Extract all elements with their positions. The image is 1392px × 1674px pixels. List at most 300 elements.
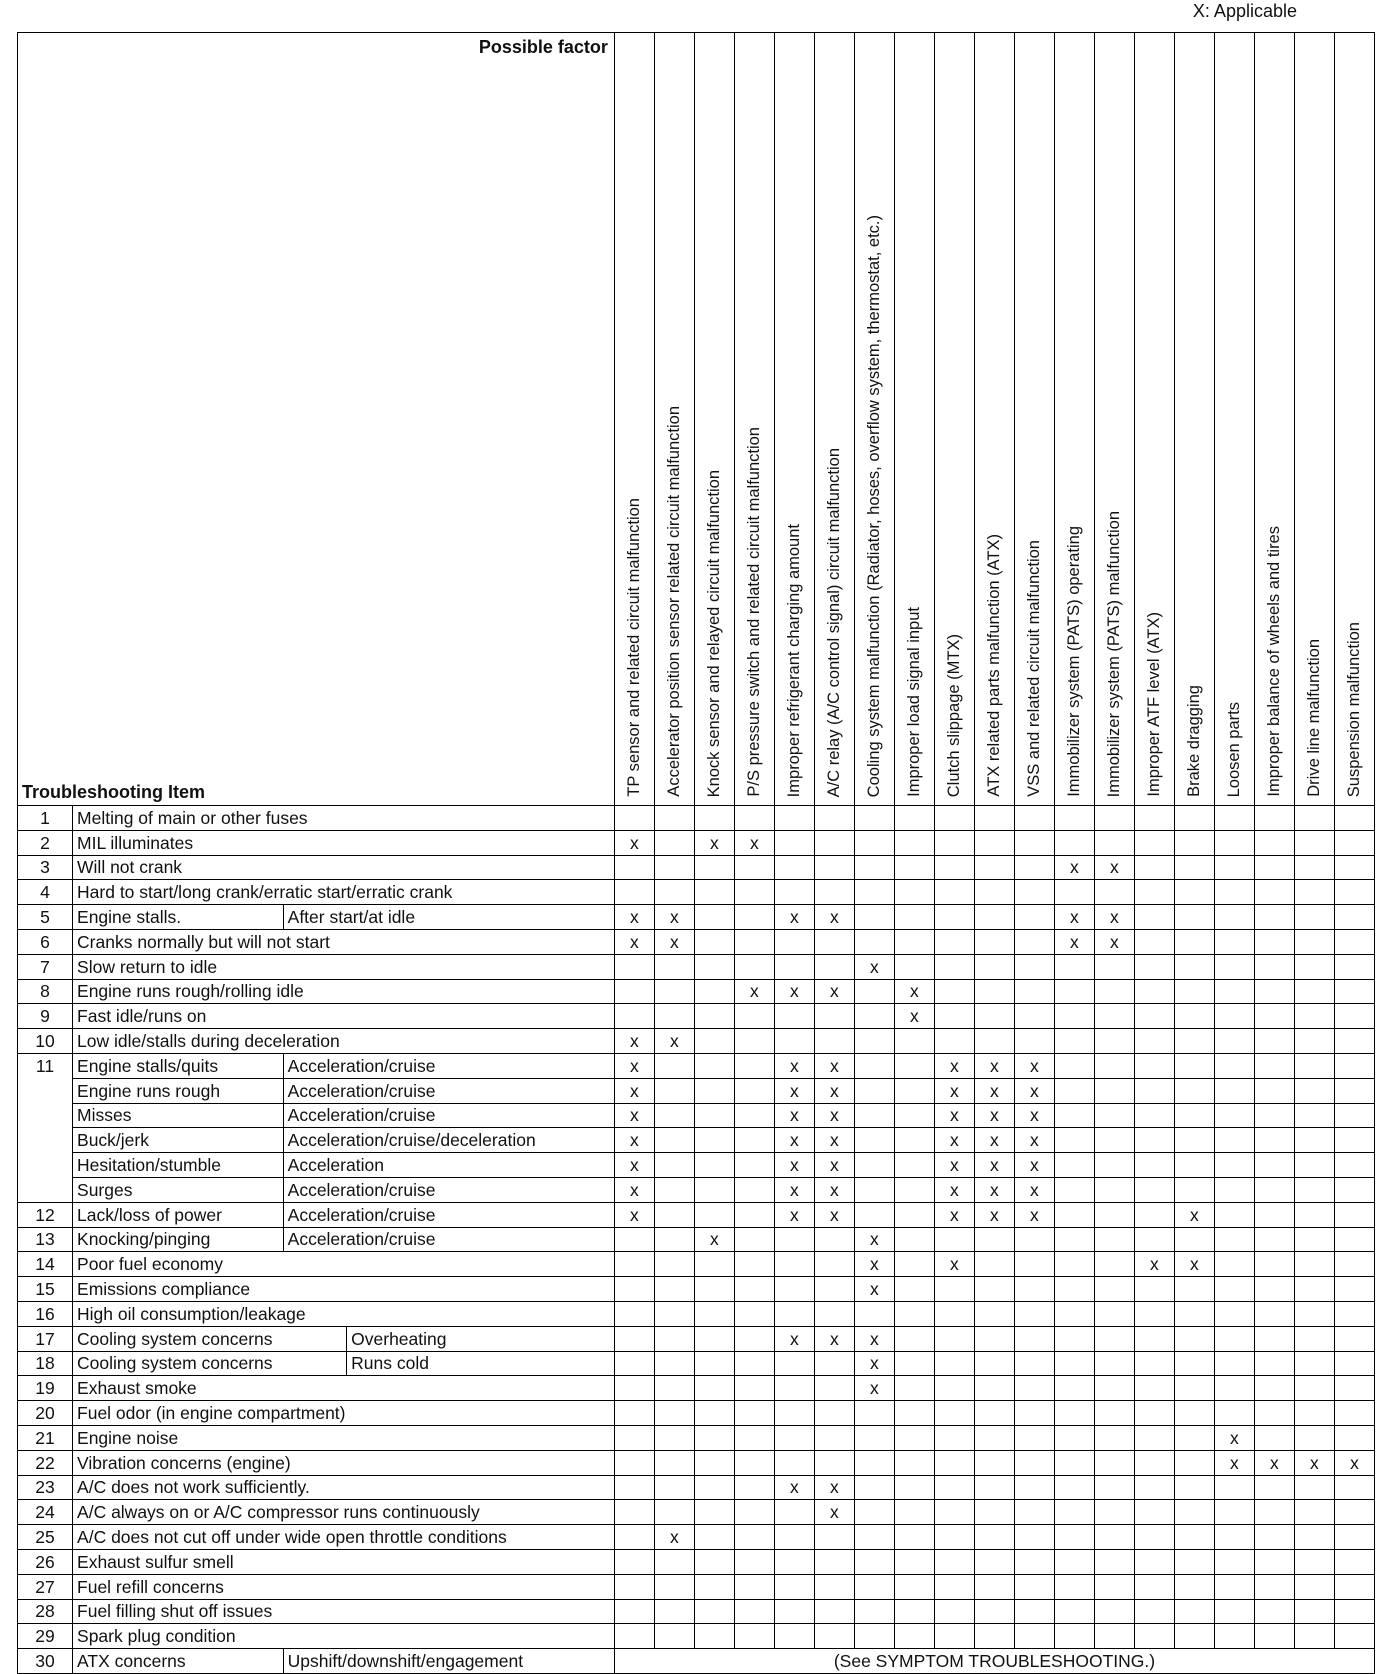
table-row: [18, 1277, 1375, 1302]
matrix-cell: [854, 929, 894, 954]
matrix-cell: [734, 1475, 774, 1500]
troubleshooting-matrix: [17, 32, 1375, 1674]
factor-header-1: [614, 33, 654, 806]
row-number: 27: [18, 1574, 73, 1599]
matrix-cell: [614, 1301, 654, 1326]
matrix-cell: [894, 1252, 934, 1277]
applicable-mark: x: [1014, 1128, 1054, 1153]
matrix-cell: [734, 880, 774, 905]
applicable-mark: x: [614, 1103, 654, 1128]
matrix-cell: [894, 1450, 934, 1475]
factor-header-2: [654, 33, 694, 806]
factor-header-12: [1054, 33, 1094, 806]
matrix-cell: [1054, 1128, 1094, 1153]
matrix-cell: [1174, 1277, 1214, 1302]
troubleshooting-item: Fuel odor (in engine compartment): [73, 1401, 615, 1426]
matrix-cell: [814, 1549, 854, 1574]
matrix-cell: [1294, 1004, 1334, 1029]
matrix-cell: [1334, 905, 1374, 930]
matrix-cell: [614, 806, 654, 831]
matrix-cell: [1054, 1227, 1094, 1252]
row-number: 22: [18, 1450, 73, 1475]
matrix-cell: [1174, 1301, 1214, 1326]
matrix-cell: [694, 1277, 734, 1302]
row-number: 24: [18, 1500, 73, 1525]
applicable-mark: x: [614, 830, 654, 855]
applicable-mark: x: [774, 1202, 814, 1227]
matrix-cell: [1134, 1277, 1174, 1302]
matrix-cell: [1054, 1549, 1094, 1574]
applicable-mark: x: [1214, 1425, 1254, 1450]
matrix-cell: [1094, 1301, 1134, 1326]
matrix-cell: [1174, 1574, 1214, 1599]
matrix-cell: [814, 1277, 854, 1302]
matrix-cell: [854, 1029, 894, 1054]
factor-label: Improper ATF level (ATX): [1144, 612, 1163, 797]
table-row: [18, 1326, 1375, 1351]
matrix-cell: [1214, 1376, 1254, 1401]
condition: Acceleration/cruise: [283, 1227, 614, 1252]
matrix-cell: [1134, 1128, 1174, 1153]
factor-header-9: [934, 33, 974, 806]
row-number: [18, 1153, 73, 1178]
matrix-cell: [614, 1004, 654, 1029]
row-number: [18, 1128, 73, 1153]
matrix-cell: [974, 1500, 1014, 1525]
applicable-mark: x: [614, 1029, 654, 1054]
matrix-cell: [1094, 979, 1134, 1004]
matrix-cell: [694, 1029, 734, 1054]
condition: Acceleration/cruise: [283, 1177, 614, 1202]
applicable-mark: x: [854, 1376, 894, 1401]
troubleshooting-item: A/C does not cut off under wide open throttle conditions: [73, 1525, 615, 1550]
table-row: [18, 954, 1375, 979]
matrix-cell: [1134, 855, 1174, 880]
applicable-mark: x: [654, 905, 694, 930]
matrix-cell: [614, 880, 654, 905]
row-number: 26: [18, 1549, 73, 1574]
matrix-cell: [1214, 1326, 1254, 1351]
applicable-mark: x: [1094, 929, 1134, 954]
matrix-cell: [1334, 1227, 1374, 1252]
matrix-cell: [1054, 1078, 1094, 1103]
matrix-cell: [654, 1078, 694, 1103]
matrix-cell: [1214, 1004, 1254, 1029]
matrix-cell: [854, 1078, 894, 1103]
table-row: [18, 1525, 1375, 1550]
matrix-cell: [1294, 1574, 1334, 1599]
table-row: [18, 929, 1375, 954]
matrix-cell: [774, 954, 814, 979]
matrix-cell: [974, 1326, 1014, 1351]
row-number: 30: [18, 1649, 73, 1674]
matrix-cell: [1334, 1301, 1374, 1326]
matrix-cell: [854, 1624, 894, 1649]
matrix-cell: [854, 830, 894, 855]
matrix-cell: [654, 1227, 694, 1252]
row-number: 7: [18, 954, 73, 979]
matrix-cell: [1054, 806, 1094, 831]
condition: Upshift/downshift/engagement: [283, 1649, 614, 1674]
matrix-cell: [1294, 1599, 1334, 1624]
matrix-cell: [854, 1177, 894, 1202]
row-number: 3: [18, 855, 73, 880]
table-row: [18, 1177, 1375, 1202]
matrix-cell: [694, 979, 734, 1004]
matrix-cell: [1214, 1277, 1254, 1302]
matrix-cell: [814, 1450, 854, 1475]
matrix-cell: [1094, 1326, 1134, 1351]
matrix-cell: [614, 979, 654, 1004]
matrix-cell: [614, 1401, 654, 1426]
matrix-cell: [854, 1475, 894, 1500]
table-row: [18, 979, 1375, 1004]
troubleshooting-item: Cranks normally but will not start: [73, 929, 615, 954]
factor-label: P/S pressure switch and related circuit malfunction: [744, 427, 763, 797]
factor-label: Improper balance of wheels and tires: [1264, 526, 1283, 797]
matrix-cell: [1054, 1624, 1094, 1649]
condition: Acceleration/cruise: [283, 1053, 614, 1078]
applicable-mark: x: [854, 1351, 894, 1376]
matrix-cell: [894, 905, 934, 930]
applicable-mark: x: [1174, 1252, 1214, 1277]
matrix-cell: [894, 1425, 934, 1450]
matrix-cell: [654, 830, 694, 855]
factor-label: Loosen parts: [1224, 701, 1243, 797]
applicable-mark: x: [734, 979, 774, 1004]
matrix-cell: [694, 954, 734, 979]
matrix-cell: [614, 1252, 654, 1277]
matrix-cell: [774, 1004, 814, 1029]
matrix-cell: [854, 1500, 894, 1525]
matrix-cell: [734, 1549, 774, 1574]
applicable-mark: x: [814, 1475, 854, 1500]
matrix-cell: [1334, 979, 1374, 1004]
applicable-mark: x: [974, 1177, 1014, 1202]
matrix-cell: [1254, 855, 1294, 880]
matrix-cell: [694, 880, 734, 905]
matrix-cell: [694, 1599, 734, 1624]
matrix-cell: [1014, 830, 1054, 855]
matrix-cell: [974, 1574, 1014, 1599]
matrix-cell: [734, 1376, 774, 1401]
applicable-mark: x: [1134, 1252, 1174, 1277]
matrix-cell: [654, 855, 694, 880]
matrix-cell: [814, 1227, 854, 1252]
matrix-cell: [1134, 1351, 1174, 1376]
matrix-cell: [654, 1624, 694, 1649]
matrix-cell: [974, 1029, 1014, 1054]
applicable-mark: x: [814, 1128, 854, 1153]
matrix-cell: [934, 1475, 974, 1500]
matrix-cell: [814, 1599, 854, 1624]
matrix-cell: [654, 1004, 694, 1029]
applicable-mark: x: [614, 1128, 654, 1153]
matrix-cell: [894, 1326, 934, 1351]
row-number: 6: [18, 929, 73, 954]
matrix-cell: [734, 1525, 774, 1550]
matrix-cell: [1254, 1376, 1294, 1401]
matrix-cell: [1134, 1574, 1174, 1599]
table-row: [18, 1128, 1375, 1153]
matrix-cell: [894, 1549, 934, 1574]
matrix-cell: [894, 1103, 934, 1128]
matrix-cell: [1054, 1401, 1094, 1426]
table-row: [18, 1103, 1375, 1128]
matrix-cell: [1094, 1277, 1134, 1302]
matrix-cell: [1134, 1053, 1174, 1078]
matrix-cell: [1134, 1599, 1174, 1624]
matrix-cell: [1054, 1202, 1094, 1227]
matrix-cell: [974, 806, 1014, 831]
matrix-cell: [1214, 1029, 1254, 1054]
matrix-cell: [1134, 1525, 1174, 1550]
matrix-cell: [1294, 1624, 1334, 1649]
matrix-cell: [894, 1277, 934, 1302]
matrix-cell: [734, 1599, 774, 1624]
matrix-cell: [614, 954, 654, 979]
applicable-mark: x: [1214, 1450, 1254, 1475]
matrix-cell: [694, 1078, 734, 1103]
matrix-cell: [814, 1351, 854, 1376]
matrix-cell: [1054, 1177, 1094, 1202]
row-number: [18, 1078, 73, 1103]
table-row: [18, 1227, 1375, 1252]
matrix-cell: [1174, 954, 1214, 979]
matrix-cell: [1334, 1549, 1374, 1574]
matrix-cell: [774, 1574, 814, 1599]
matrix-cell: [934, 1351, 974, 1376]
matrix-cell: [974, 1227, 1014, 1252]
matrix-cell: [774, 1549, 814, 1574]
factor-label: Improper refrigerant charging amount: [784, 523, 803, 797]
matrix-cell: [1334, 1500, 1374, 1525]
matrix-cell: [1174, 1425, 1214, 1450]
matrix-cell: [1054, 1029, 1094, 1054]
matrix-cell: [1054, 1153, 1094, 1178]
matrix-cell: [614, 1227, 654, 1252]
matrix-cell: [1334, 1624, 1374, 1649]
applicable-mark: x: [774, 1128, 814, 1153]
applicable-mark: x: [694, 1227, 734, 1252]
matrix-cell: [1174, 1475, 1214, 1500]
matrix-cell: [614, 1525, 654, 1550]
matrix-cell: [1094, 1053, 1134, 1078]
condition: After start/at idle: [283, 905, 614, 930]
matrix-cell: [854, 1301, 894, 1326]
matrix-cell: [1294, 806, 1334, 831]
matrix-cell: [1214, 1202, 1254, 1227]
table-row: [18, 1401, 1375, 1426]
matrix-cell: [1134, 979, 1174, 1004]
matrix-cell: [654, 1326, 694, 1351]
matrix-cell: [1254, 1525, 1294, 1550]
matrix-cell: [894, 1475, 934, 1500]
matrix-cell: [1294, 1103, 1334, 1128]
matrix-cell: [694, 1401, 734, 1426]
matrix-cell: [1334, 1425, 1374, 1450]
matrix-cell: [1334, 1202, 1374, 1227]
troubleshooting-item: Engine stalls/quits: [73, 1053, 284, 1078]
matrix-cell: [814, 1525, 854, 1550]
matrix-cell: [1094, 1004, 1134, 1029]
matrix-cell: [854, 905, 894, 930]
matrix-cell: [1294, 830, 1334, 855]
matrix-cell: [814, 1574, 854, 1599]
matrix-cell: [614, 1376, 654, 1401]
matrix-cell: [694, 1450, 734, 1475]
matrix-cell: [1134, 1401, 1174, 1426]
applicable-mark: x: [814, 1202, 854, 1227]
table-row: [18, 1202, 1375, 1227]
matrix-cell: [934, 1326, 974, 1351]
matrix-cell: [1254, 1574, 1294, 1599]
matrix-cell: [1174, 1153, 1214, 1178]
matrix-cell: [694, 1153, 734, 1178]
matrix-cell: [1294, 929, 1334, 954]
matrix-cell: [1014, 1425, 1054, 1450]
matrix-cell: [1294, 1351, 1334, 1376]
table-row: [18, 905, 1375, 930]
applicable-mark: x: [974, 1128, 1014, 1153]
matrix-cell: [1134, 905, 1174, 930]
matrix-cell: [1174, 1128, 1214, 1153]
matrix-cell: [1334, 855, 1374, 880]
applicable-mark: x: [1014, 1177, 1054, 1202]
matrix-cell: [1294, 1525, 1334, 1550]
matrix-cell: [1054, 1500, 1094, 1525]
applicable-mark: x: [854, 1227, 894, 1252]
matrix-cell: [1014, 1252, 1054, 1277]
applicable-mark: x: [774, 1326, 814, 1351]
matrix-cell: [1254, 1227, 1294, 1252]
matrix-cell: [1294, 1227, 1334, 1252]
matrix-cell: [1174, 1401, 1214, 1426]
matrix-cell: [734, 1425, 774, 1450]
matrix-cell: [1014, 1525, 1054, 1550]
matrix-cell: [694, 929, 734, 954]
factor-header-13: [1094, 33, 1134, 806]
matrix-cell: [894, 1599, 934, 1624]
factor-label: TP sensor and related circuit malfunction: [624, 498, 643, 797]
applicable-mark: x: [854, 1277, 894, 1302]
matrix-cell: [894, 1029, 934, 1054]
matrix-cell: [1214, 1574, 1254, 1599]
matrix-cell: [1134, 1301, 1174, 1326]
troubleshooting-item: Buck/jerk: [73, 1128, 284, 1153]
matrix-cell: [1334, 1401, 1374, 1426]
matrix-cell: [894, 880, 934, 905]
table-row: [18, 1425, 1375, 1450]
matrix-cell: [734, 1078, 774, 1103]
matrix-cell: [614, 855, 654, 880]
matrix-cell: [734, 1500, 774, 1525]
table-row: [18, 1500, 1375, 1525]
matrix-cell: [1094, 1128, 1134, 1153]
matrix-cell: [1014, 1004, 1054, 1029]
possible-factor-heading: Possible factor: [478, 37, 608, 57]
matrix-cell: [1014, 929, 1054, 954]
matrix-cell: [814, 1004, 854, 1029]
matrix-cell: [654, 1053, 694, 1078]
matrix-cell: [1334, 806, 1374, 831]
applicable-mark: x: [614, 1053, 654, 1078]
row-number: 1: [18, 806, 73, 831]
applicable-mark: x: [814, 979, 854, 1004]
matrix-cell: [1054, 1599, 1094, 1624]
matrix-cell: [854, 855, 894, 880]
troubleshooting-item: Vibration concerns (engine): [73, 1450, 615, 1475]
matrix-cell: [974, 1525, 1014, 1550]
matrix-cell: [1174, 1029, 1214, 1054]
matrix-cell: [1214, 830, 1254, 855]
table-row: [18, 1549, 1375, 1574]
applicable-mark: x: [774, 1475, 814, 1500]
matrix-cell: [1134, 806, 1174, 831]
matrix-cell: [1334, 929, 1374, 954]
matrix-cell: [774, 806, 814, 831]
matrix-cell: [1014, 979, 1054, 1004]
matrix-cell: [974, 1351, 1014, 1376]
matrix-cell: [734, 1574, 774, 1599]
condition: Acceleration/cruise: [283, 1202, 614, 1227]
matrix-cell: [1014, 880, 1054, 905]
matrix-cell: [1014, 1326, 1054, 1351]
matrix-cell: [1174, 855, 1214, 880]
troubleshooting-item: Engine noise: [73, 1425, 615, 1450]
applicable-mark: x: [934, 1103, 974, 1128]
matrix-cell: [734, 1029, 774, 1054]
applicable-mark: x: [1294, 1450, 1334, 1475]
matrix-cell: [1054, 1103, 1094, 1128]
row-number: 20: [18, 1401, 73, 1426]
matrix-cell: [974, 954, 1014, 979]
row-number: [18, 1103, 73, 1128]
matrix-cell: [854, 1202, 894, 1227]
matrix-cell: [1134, 1153, 1174, 1178]
matrix-cell: [894, 806, 934, 831]
row-number: 28: [18, 1599, 73, 1624]
table-row: [18, 1574, 1375, 1599]
matrix-cell: [694, 1351, 734, 1376]
matrix-cell: [934, 1401, 974, 1426]
matrix-cell: [1174, 1103, 1214, 1128]
matrix-cell: [894, 1053, 934, 1078]
troubleshooting-item: Fuel refill concerns: [73, 1574, 615, 1599]
matrix-cell: [934, 929, 974, 954]
matrix-cell: [734, 929, 774, 954]
matrix-cell: [854, 1549, 894, 1574]
matrix-cell: [1094, 1624, 1134, 1649]
matrix-cell: [1094, 1252, 1134, 1277]
matrix-cell: [694, 1326, 734, 1351]
factor-header-5: [774, 33, 814, 806]
matrix-cell: [894, 1624, 934, 1649]
matrix-cell: [1014, 1029, 1054, 1054]
header-row: [18, 33, 1375, 806]
row-number: 19: [18, 1376, 73, 1401]
table-row: [18, 880, 1375, 905]
applicable-mark: x: [814, 1103, 854, 1128]
matrix-cell: [1054, 954, 1094, 979]
matrix-cell: [774, 1227, 814, 1252]
troubleshooting-item: Low idle/stalls during deceleration: [73, 1029, 615, 1054]
matrix-cell: [774, 929, 814, 954]
row-number: 29: [18, 1624, 73, 1649]
matrix-cell: [934, 1227, 974, 1252]
matrix-cell: [934, 1450, 974, 1475]
table-row: [18, 806, 1375, 831]
